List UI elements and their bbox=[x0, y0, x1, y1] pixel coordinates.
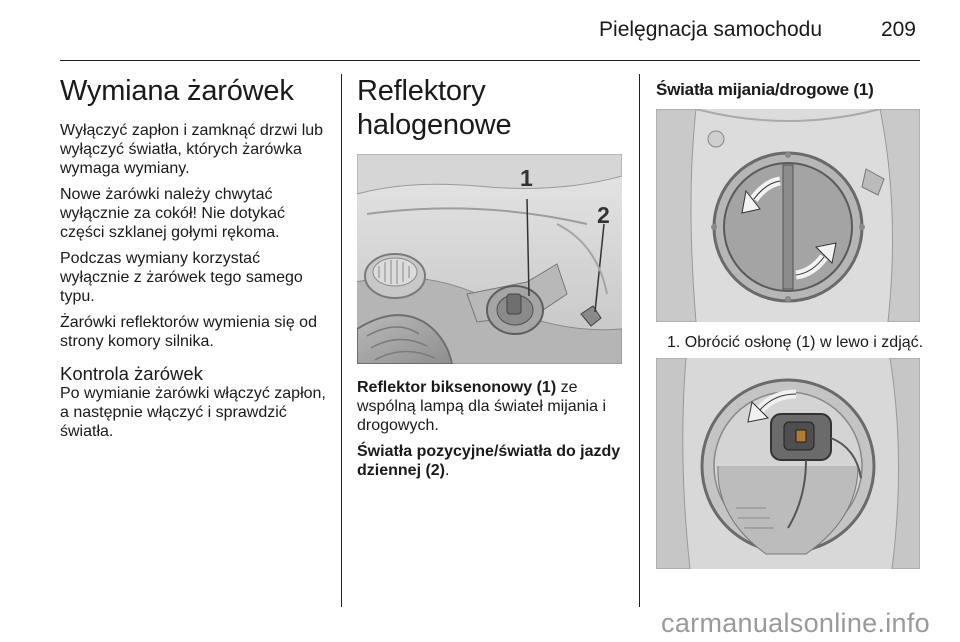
watermark: carmanualsonline.info bbox=[661, 608, 930, 638]
bulb-removal-illustration bbox=[656, 358, 920, 569]
callout-2: 2 bbox=[597, 202, 610, 228]
column-bulb-replacement bbox=[60, 74, 328, 448]
paragraph: Podczas wymiany korzystać wyłącznie z żarówek tego samego typu. bbox=[60, 250, 303, 305]
item-1-label: Reflektor biksenonowy (1) bbox=[357, 379, 557, 396]
item-1-description bbox=[357, 378, 627, 435]
heading-halogen-headlights: Reflektory halogenowe bbox=[357, 75, 512, 141]
column-low-high-beam bbox=[656, 74, 922, 569]
column-halogen-headlights bbox=[357, 74, 627, 487]
step-1: 1. Obrócić osłonę (1) w lewo i zdjąć. bbox=[667, 334, 924, 351]
item-2-description bbox=[357, 442, 627, 480]
heading-bulb-replacement: Wymiana żarówek bbox=[60, 75, 294, 107]
item-2-label: Światła pozycyjne/światła do jazdy dziennej (2) bbox=[357, 443, 621, 479]
bulb-figure bbox=[656, 358, 920, 569]
paragraph: Żarówki reflektorów wymienia się od strony komory silnika. bbox=[60, 314, 317, 350]
column-divider bbox=[639, 74, 640, 607]
item-1-text: ze wspólną lampą dla świateł mijania i drogowych. bbox=[357, 379, 607, 434]
page-header bbox=[60, 0, 920, 61]
section-title: Pielęgnacja samochodu bbox=[599, 18, 822, 41]
paragraph: Po wymianie żarówki włączyć zapłon, a następnie włączyć i sprawdzić światła. bbox=[60, 385, 326, 440]
cover-rotation-illustration bbox=[656, 109, 920, 322]
heading-low-high-beam: Światła mijania/drogowe (1) bbox=[656, 80, 874, 99]
column-divider bbox=[341, 74, 342, 607]
paragraph: Nowe żarówki należy chwytać wyłącznie za cokół! Nie dotykać części szklanej gołymi rękoma. bbox=[60, 186, 285, 241]
subheading-bulb-check: Kontrola żarówek bbox=[60, 363, 203, 384]
callout-1: 1 bbox=[520, 165, 533, 191]
paragraph: Wyłączyć zapłon i zamknąć drzwi lub wyłączyć światła, których żarówka wymaga wymiany. bbox=[60, 122, 324, 177]
headlight-illustration bbox=[357, 154, 622, 364]
headlight-figure bbox=[357, 154, 622, 364]
item-2-text: . bbox=[445, 462, 450, 479]
cover-figure bbox=[656, 109, 920, 322]
page-number: 209 bbox=[880, 18, 916, 41]
